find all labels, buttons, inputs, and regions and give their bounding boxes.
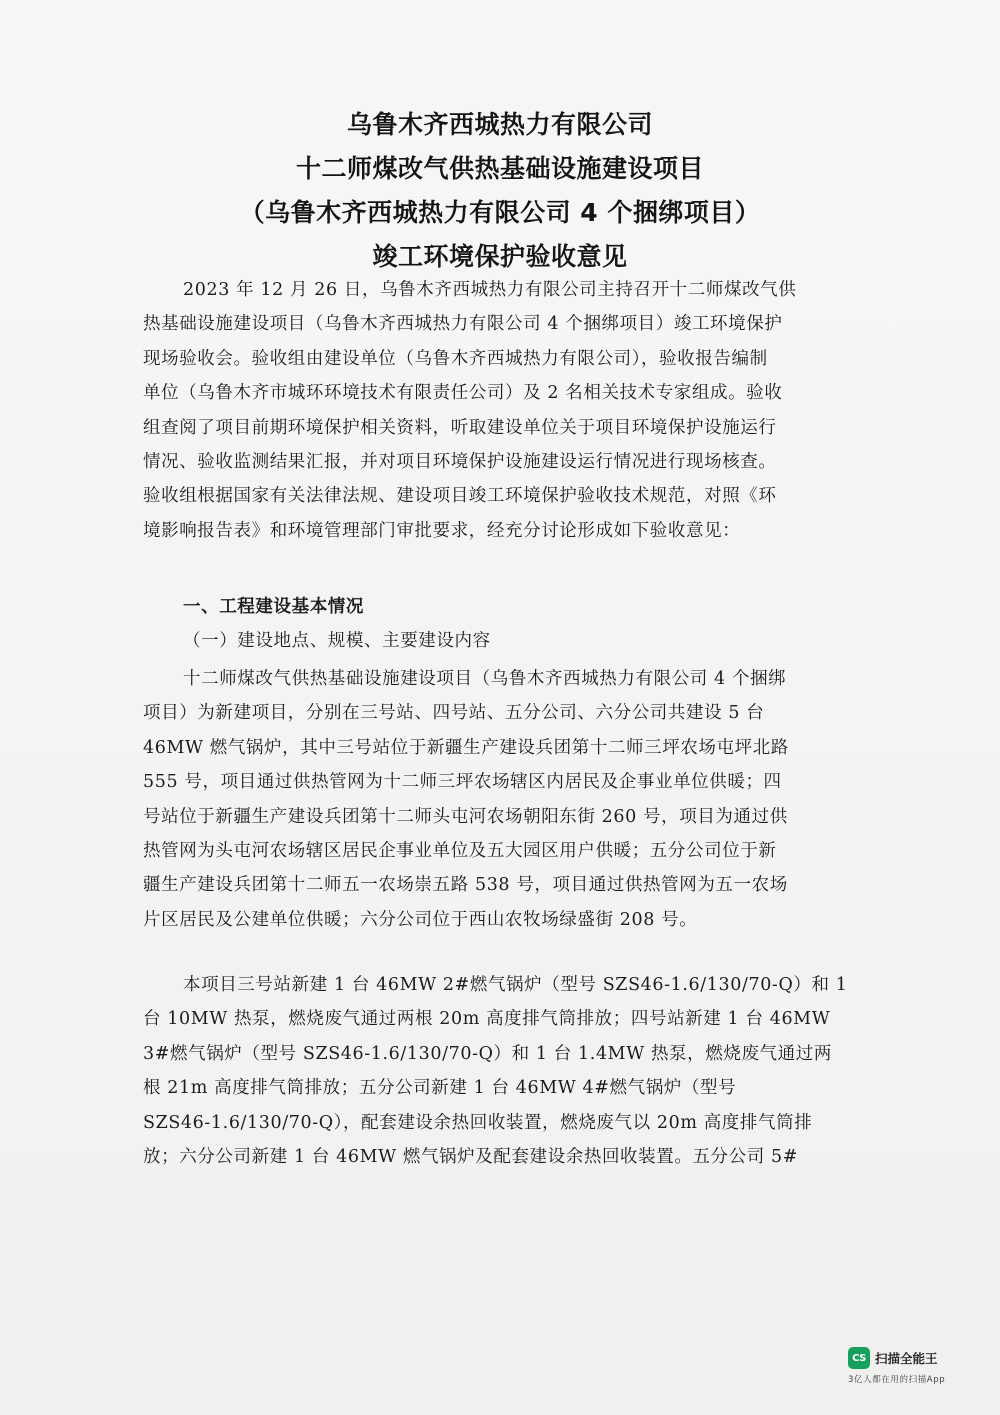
watermark-app-name: 扫描全能王 [875,1351,938,1366]
text-line: 项目）为新建项目，分别在三号站、四号站、五分公司、六分公司共建设 5 台 [143,703,765,724]
project-title: 十二师煤改气供热基础设施建设项目 [295,154,704,183]
section-headings [143,590,823,659]
text-line: 3#燃气锅炉（型号 SZS46-1.6/130/70-Q）和 1 台 1.4MW 热泵，燃烧废气通过两 [143,1043,832,1064]
text-line: 现场验收会。验收组由建设单位（乌鲁木齐西城热力有限公司），验收报告编制 [143,348,768,369]
paragraph-intro [143,273,823,548]
text-line: 本项目三号站新建 1 台 46MW 2#燃气锅炉（型号 SZS46-1.6/130/70-Q）和 1 [183,975,848,995]
text-line: 十二师煤改气供热基础设施建设项目（乌鲁木齐西城热力有限公司 4 个捆绑 [183,669,787,689]
paragraph-construction-content [143,968,848,1174]
project-subtitle: （乌鲁木齐西城热力有限公司 4 个捆绑项目） [239,198,761,227]
section-heading: 一、工程建设基本情况 [183,597,364,617]
text-line: 组查阅了项目前期环境保护相关资料，听取建设单位关于项目环境保护设施运行 [143,417,777,438]
text-line: 台 10MW 热泵，燃烧废气通过两根 20m 高度排气筒排放；四号站新建 1 台 46MW [143,1009,831,1030]
text-line: 片区居民及公建单位供暖；六分公司位于西山农牧场绿盛街 208 号。 [143,909,698,930]
company-title: 乌鲁木齐西城热力有限公司 [346,110,653,139]
subsection-heading: （一）建设地点、规模、主要建设内容 [183,631,491,652]
text-line: 情况、验收监测结果汇报，并对项目环境保护设施建设运行情况进行现场核查。 [143,451,777,472]
text-line: 555 号，项目通过供热管网为十二师三坪农场辖区内居民及企事业单位供暖；四 [143,772,782,793]
scanner-watermark [848,1347,960,1395]
text-line: 单位（乌鲁木齐市城环环境技术有限责任公司）及 2 名相关技术专家组成。验收 [143,383,783,404]
text-line: 根 21m 高度排气筒排放；五分公司新建 1 台 46MW 4#燃气锅炉（型号 [143,1078,737,1099]
text-line: 验收组根据国家有关法律法规、建设项目竣工环境保护验收技术规范，对照《环 [143,486,777,507]
watermark-tagline: 3亿人都在用的扫描App [848,1375,946,1385]
text-line: 境影响报告表》和环境管理部门审批要求，经充分讨论形成如下验收意见： [143,520,741,541]
document-title-block [0,103,1000,279]
text-line: 号站位于新疆生产建设兵团第十二师头屯河农场朝阳东街 260 号，项目为通过供 [143,806,788,827]
text-line: 疆生产建设兵团第十二师五一农场崇五路 538 号，项目通过供热管网为五一农场 [143,875,788,896]
text-line: 46MW 燃气锅炉，其中三号站位于新疆生产建设兵团第十二师三坪农场屯坪北路 [143,737,789,758]
text-line: 放；六分公司新建 1 台 46MW 燃气锅炉及配套建设余热回收装置。五分公司 5# [143,1146,799,1167]
text-line: 热管网为头屯河农场辖区居民企事业单位及五大园区用户供暖；五分公司位于新 [143,840,777,861]
paragraph-project-location [143,662,823,937]
document-type-title: 竣工环境保护验收意见 [372,242,628,271]
camscanner-logo-icon: CS [848,1347,870,1369]
text-line: 2023 年 12 月 26 日，乌鲁木齐西城热力有限公司主持召开十二师煤改气供 [183,280,797,300]
text-line: 热基础设施建设项目（乌鲁木齐西城热力有限公司 4 个捆绑项目）竣工环境保护 [143,314,783,335]
text-line: SZS46-1.6/130/70-Q），配套建设余热回收装置，燃烧废气以 20m 高度排气筒排 [143,1112,813,1133]
